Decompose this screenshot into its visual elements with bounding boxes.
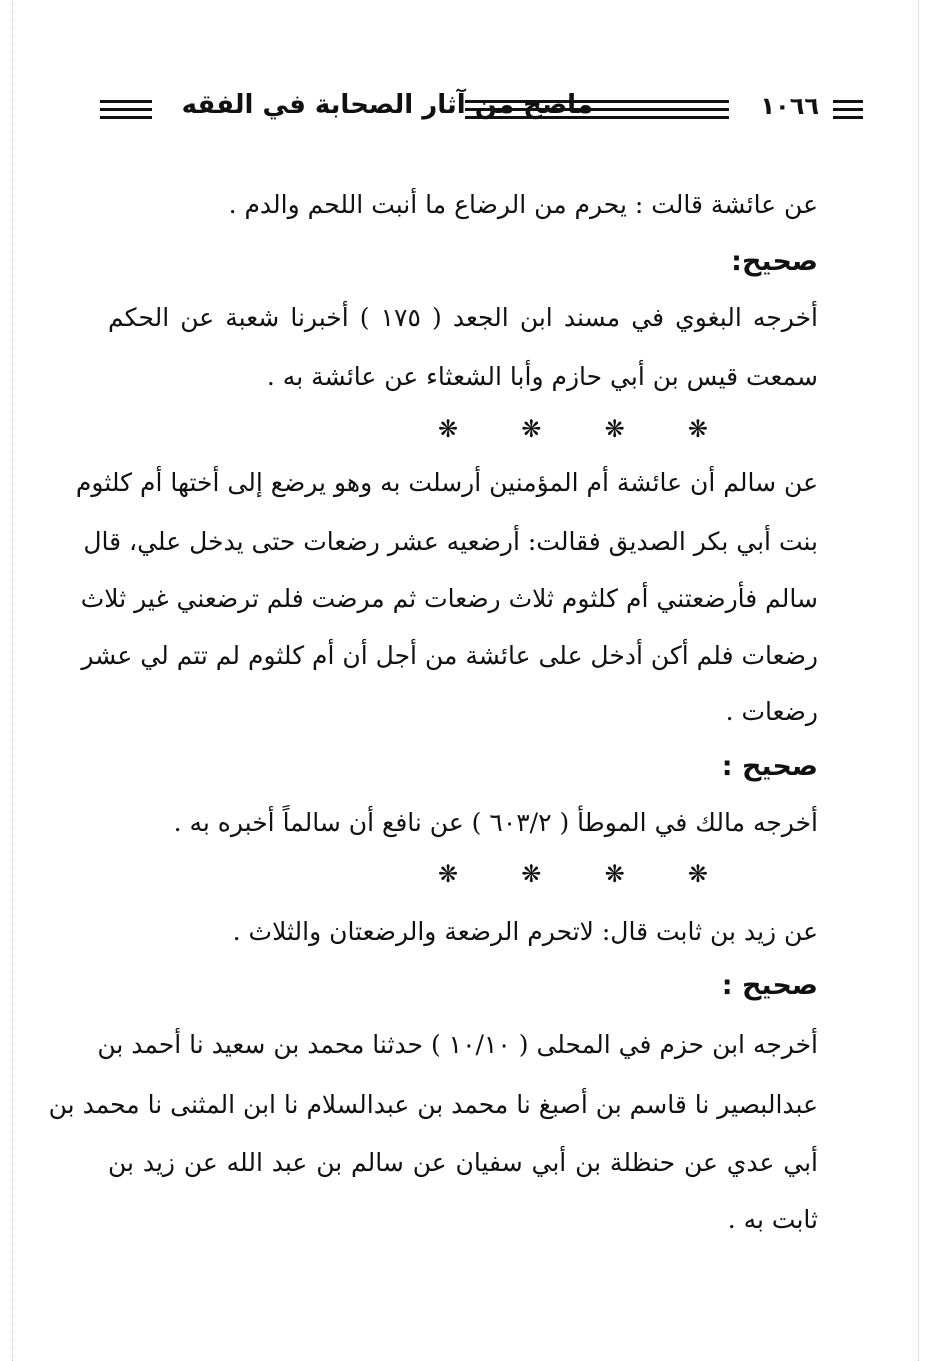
takhrij-line: عبدالبصير نا قاسم بن أصبغ نا محمد بن عبدالسلام نا ابن المثنى نا محمد بن — [48, 1090, 818, 1119]
page-number: ١٠٦٦ — [760, 92, 819, 120]
takhrij-line: ثابت به . — [727, 1205, 818, 1234]
scan-edge-left — [12, 0, 13, 1361]
grade-heading: صحيح : — [721, 751, 818, 782]
header-rule — [833, 108, 863, 111]
grade-heading: صحيح: — [731, 246, 818, 277]
scan-edge-right — [918, 0, 919, 1361]
takhrij-line: أخرجه مالك في الموطأ ( ٦٠٣/٢ ) عن نافع أن سالماً أخبره به . — [173, 808, 818, 837]
narration-line: عن عائشة قالت : يحرم من الرضاع ما أنبت اللحم والدم . — [228, 190, 818, 219]
grade-heading: صحيح : — [721, 970, 818, 1001]
running-title: ماصح من آثار الصحابة في الفقه — [181, 90, 593, 120]
takhrij-line: أخرجه البغوي في مسند ابن الجعد ( ١٧٥ ) أخبرنا شعبة عن الحكم — [108, 303, 818, 332]
star-ornament-icon: ❋ — [521, 860, 542, 888]
takhrij-line: أبي عدي عن حنظلة بن أبي سفيان عن سالم بن عبد الله عن زيد بن — [108, 1148, 818, 1177]
star-ornament-icon: ❋ — [438, 860, 459, 888]
narration-line: رضعات . — [725, 697, 818, 726]
section-divider — [438, 860, 708, 888]
header-rule — [833, 116, 863, 119]
narration-line: عن زيد بن ثابت قال: لاتحرم الرضعة والرضعتان والثلاث . — [232, 917, 818, 946]
header-rule — [100, 116, 152, 119]
star-ornament-icon: ❋ — [438, 415, 459, 443]
header-rule — [100, 100, 152, 103]
star-ornament-icon: ❋ — [604, 415, 625, 443]
header-rule — [833, 100, 863, 103]
narration-line: سالم فأرضعتني أم كلثوم ثلاث رضعات ثم مرضت فلم ترضعني غير ثلاث — [80, 584, 818, 613]
header-rule — [100, 108, 152, 111]
page-header — [100, 92, 863, 132]
star-ornament-icon: ❋ — [687, 415, 708, 443]
takhrij-line: سمعت قيس بن أبي حازم وأبا الشعثاء عن عائشة به . — [266, 362, 818, 391]
takhrij-line: أخرجه ابن حزم في المحلى ( ١٠/١٠ ) حدثنا محمد بن سعيد نا أحمد بن — [97, 1030, 818, 1059]
narration-line: بنت أبي بكر الصديق فقالت: أرضعيه عشر رضعات حتى يدخل علي، قال — [83, 527, 818, 556]
star-ornament-icon: ❋ — [687, 860, 708, 888]
section-divider — [438, 415, 708, 443]
star-ornament-icon: ❋ — [604, 860, 625, 888]
narration-line: عن سالم أن عائشة أم المؤمنين أرسلت به وهو يرضع إلى أختها أم كلثوم — [75, 468, 818, 497]
star-ornament-icon: ❋ — [521, 415, 542, 443]
narration-line: رضعات فلم أكن أدخل على عائشة من أجل أن أم كلثوم لم تتم لي عشر — [81, 641, 818, 670]
